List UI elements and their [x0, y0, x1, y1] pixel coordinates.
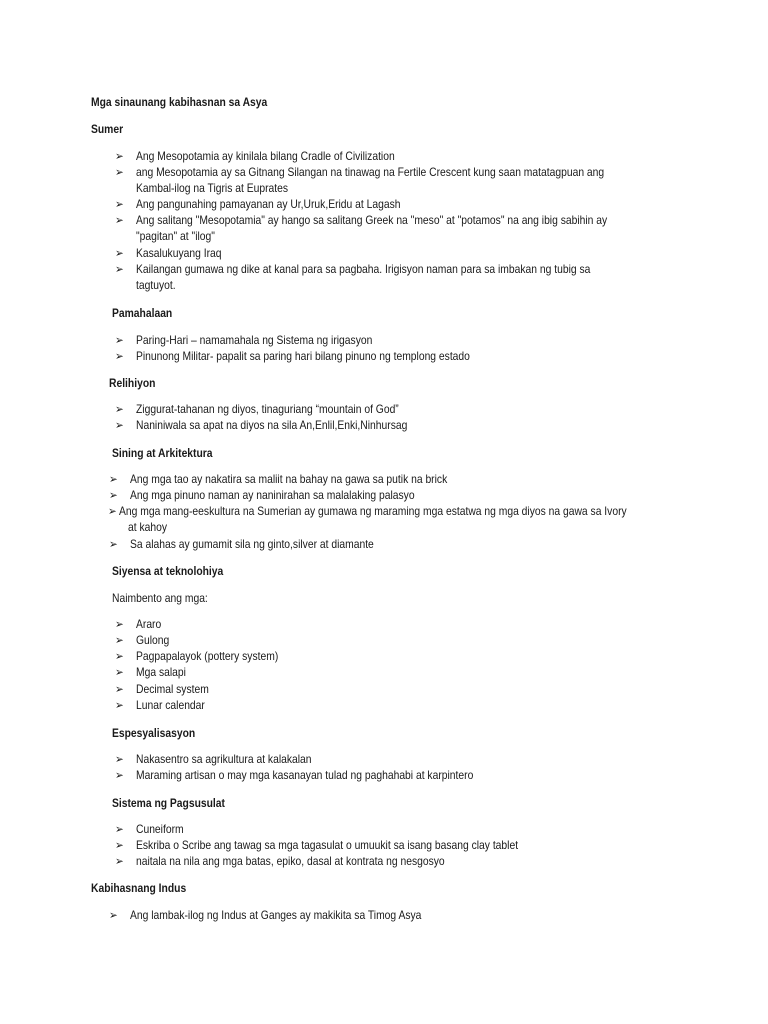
list-item: Ziggurat-tahanan ng diyos, tinaguriang “mountain of God” [136, 402, 399, 416]
list-item: Ang pangunahing pamayanan ay Ur,Uruk,Eridu at Lagash [136, 197, 401, 211]
bullet-arrow-icon: ➢ [115, 262, 124, 276]
list-item: Ang mga tao ay nakatira sa maliit na bahay na gawa sa putik na brick [130, 472, 448, 486]
section-heading-pagsusulat: Sistema ng Pagsusulat [112, 796, 225, 810]
bullet-arrow-icon: ➢ [115, 838, 124, 852]
section-heading-sining: Sining at Arkitektura [112, 446, 213, 460]
bullet-arrow-icon: ➢ [115, 752, 124, 766]
list-item: Decimal system [136, 682, 209, 696]
bullet-arrow-icon: ➢ [115, 665, 124, 679]
bullet-arrow-icon: ➢ [109, 537, 118, 551]
list-item: Araro [136, 617, 162, 631]
list-item: Kailangan gumawa ng dike at kanal para sa pagbaha. Irigisyon naman para sa imbakan ng tubig sa [136, 262, 591, 276]
bullet-arrow-icon: ➢ [115, 213, 124, 227]
list-item: Sa alahas ay gumamit sila ng ginto,silver at diamante [130, 537, 374, 551]
bullet-arrow-icon: ➢ [115, 149, 124, 163]
bullet-arrow-icon: ➢ [115, 698, 124, 712]
list-item: Ang mga mang-eeskultura na Sumerian ay gumawa ng maraming mga estatwa ng mga diyos na gawa sa Ivory [119, 504, 627, 518]
bullet-arrow-icon: ➢ [115, 854, 124, 868]
list-item-continuation: Kambal-ilog na Tigris at Euprates [136, 181, 289, 195]
section-heading-relihiyon: Relihiyon [109, 376, 156, 390]
list-item: Naniniwala sa apat na diyos na sila An,Enlil,Enki,Ninhursag [136, 418, 408, 432]
section-heading-sumer: Sumer [91, 122, 124, 136]
list-item: Paring-Hari – namamahala ng Sistema ng irigasyon [136, 333, 373, 347]
section-heading-espesyalisasyon: Espesyalisasyon [112, 726, 196, 740]
section-heading-siyensa: Siyensa at teknolohiya [112, 564, 224, 578]
bullet-arrow-icon: ➢ [115, 402, 124, 416]
bullet-arrow-icon: ➢ [115, 165, 124, 179]
bullet-arrow-icon: ➢ [115, 333, 124, 347]
list-item: Ang mga pinuno naman ay naninirahan sa malalaking palasyo [130, 488, 415, 502]
bullet-arrow-icon: ➢ [115, 617, 124, 631]
list-item: ang Mesopotamia ay sa Gitnang Silangan na tinawag na Fertile Crescent kung saan matatagpuan ang [136, 165, 605, 179]
document-title: Mga sinaunang kabihasnan sa Asya [91, 95, 268, 109]
bullet-arrow-icon: ➢ [109, 488, 118, 502]
list-item: Eskriba o Scribe ang tawag sa mga tagasulat o umuukit sa isang basang clay tablet [136, 838, 519, 852]
bullet-arrow-icon: ➢ [115, 633, 124, 647]
bullet-arrow-icon: ➢ [115, 197, 124, 211]
list-item: Mga salapi [136, 665, 186, 679]
list-item: naitala na nila ang mga batas, epiko, dasal at kontrata ng nesgosyo [136, 854, 445, 868]
bullet-arrow-icon: ➢ [109, 908, 118, 922]
bullet-arrow-icon: ➢ [115, 649, 124, 663]
bullet-arrow-icon: ➢ [115, 822, 124, 836]
bullet-arrow-icon: ➢ [115, 768, 124, 782]
list-item: Lunar calendar [136, 698, 205, 712]
list-item: Ang Mesopotamia ay kinilala bilang Cradle of Civilization [136, 149, 395, 163]
bullet-arrow-icon: ➢ [115, 682, 124, 696]
list-item: Cuneiform [136, 822, 184, 836]
list-item: Ang salitang "Mesopotamia" ay hango sa salitang Greek na "meso" at "potamos" na ang ibig sabihin ay [136, 213, 608, 227]
section-intro: Naimbento ang mga: [112, 591, 208, 605]
list-item: Pinunong Militar- papalit sa paring hari bilang pinuno ng templong estado [136, 349, 470, 363]
bullet-arrow-icon: ➢ [108, 504, 117, 518]
list-item: Gulong [136, 633, 170, 647]
bullet-arrow-icon: ➢ [115, 349, 124, 363]
list-item-continuation: "pagitan" at "ilog" [136, 229, 215, 243]
bullet-arrow-icon: ➢ [115, 418, 124, 432]
list-item: Ang lambak-ilog ng Indus at Ganges ay makikita sa Timog Asya [130, 908, 422, 922]
section-heading-indus: Kabihasnang Indus [91, 881, 187, 895]
list-item-continuation: tagtuyot. [136, 278, 176, 292]
bullet-arrow-icon: ➢ [109, 472, 118, 486]
list-item: Pagpapalayok (pottery system) [136, 649, 279, 663]
list-item: Kasalukuyang Iraq [136, 246, 222, 260]
section-heading-pamahalaan: Pamahalaan [112, 306, 173, 320]
bullet-arrow-icon: ➢ [115, 246, 124, 260]
list-item-continuation: at kahoy [128, 520, 168, 534]
list-item: Maraming artisan o may mga kasanayan tulad ng paghahabi at karpintero [136, 768, 474, 782]
list-item: Nakasentro sa agrikultura at kalakalan [136, 752, 312, 766]
